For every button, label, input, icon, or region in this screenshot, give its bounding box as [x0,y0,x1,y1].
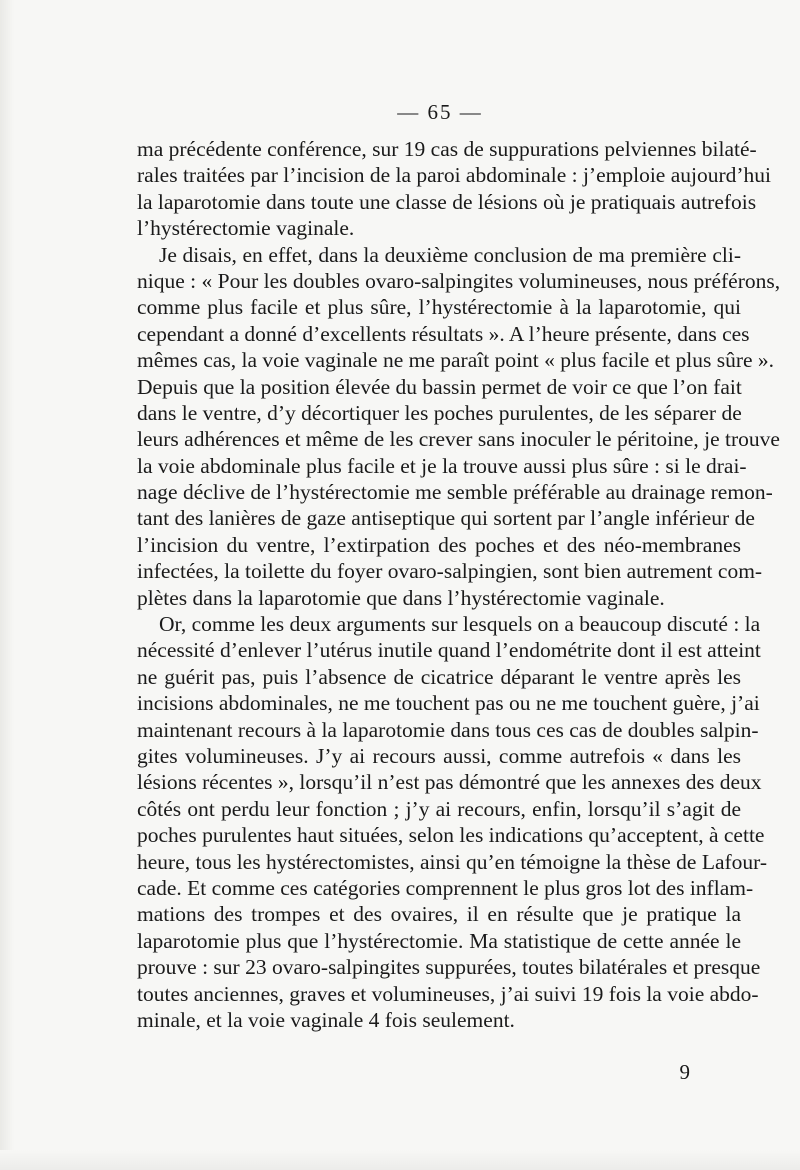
text-line: dans le ventre, d’y décortiquer les poches purulentes, de les séparer de [137,400,742,425]
text-line: mêmes cas, la voie vaginale ne me paraît point « plus facile et plus sûre ». [137,348,775,373]
page-bottom-edge [0,1150,800,1170]
text-line: gites volumineuses. J’y ai recours aussi, comme autrefois « dans les [137,743,741,768]
page-number: — 65 — [397,100,483,124]
body-text [137,136,781,1033]
text-line: mations des trompes et des ovaires, il en résulte que je pratique la [137,902,741,927]
text-line: minale, et la voie vaginale 4 fois seulement. [137,1007,515,1032]
text-line: l’incision du ventre, l’extirpation des poches et des néo-membranes [137,532,741,557]
text-line: maintenant recours à la laparotomie dans tous ces cas de doubles salpin- [137,717,759,742]
text-line: poches purulentes haut situées, selon les indications qu’acceptent, à cette [137,823,765,848]
text-line: tant des lanières de gaze antiseptique qui sortent par l’angle inférieur de [137,506,755,531]
signature-mark: 9 [679,1060,690,1084]
page-left-edge [0,0,14,1170]
text-line: l’hystérectomie vaginale. [137,216,355,241]
text-line: comme plus facile et plus sûre, l’hystérectomie à la laparotomie, qui [137,295,741,320]
text-line: ne guérit pas, puis l’absence de cicatrice déparant le ventre après les [137,664,741,689]
text-line: incisions abdominales, ne me touchent pas ou ne me touchent guère, j’ai [137,691,760,716]
text-line: Or, comme les deux arguments sur lesquels on a beaucoup discuté : la [159,612,761,637]
text-line: Je disais, en effet, dans la deuxième conclusion de ma première cli- [159,242,741,267]
text-line: nécessité d’enlever l’utérus inutile quand l’endométrite dont il est atteint [137,638,761,663]
text-line: rales traitées par l’incision de la paroi abdominale : j’emploie aujourd’hui [137,163,772,188]
text-line: ma précédente conférence, sur 19 cas de suppurations pelviennes bilaté- [137,137,757,161]
text-line: plètes dans la laparotomie que dans l’hystérectomie vaginale. [137,585,665,610]
text-line: cade. Et comme ces catégories comprennent le plus gros lot des inflam- [137,875,754,900]
text-line: laparotomie plus que l’hystérectomie. Ma statistique de cette année le [137,928,741,953]
text-line: côtés ont perdu leur fonction ; j’y ai recours, enfin, lorsqu’il s’agit de [137,796,741,821]
text-line: cependant a donné d’excellents résultats ». A l’heure présente, dans ces [137,321,750,346]
text-line: la laparotomie dans toute une classe de lésions où je pratiquais autrefois [137,189,757,214]
text-line: toutes anciennes, graves et volumineuses, j’ai suivi 19 fois la voie abdo- [137,981,759,1006]
text-line: nique : « Pour les doubles ovaro-salpingites volumineuses, nous préférons, [137,268,781,293]
text-line: heure, tous les hystérectomistes, ainsi qu’en témoigne la thèse de Lafour- [137,849,768,874]
text-line: la voie abdominale plus facile et je la trouve aussi plus sûre : si le drai- [137,453,747,478]
text-line: prouve : sur 23 ovaro-salpingites suppurées, toutes bilatérales et presque [137,955,761,980]
text-line: Depuis que la position élevée du bassin permet de voir ce que l’on fait [137,374,742,399]
text-line: lésions récentes », lorsqu’il n’est pas démontré que les annexes des deux [137,770,762,795]
text-line: nage déclive de l’hystérectomie me semble préférable au drainage remon- [137,480,773,505]
text-line: leurs adhérences et même de les crever sans inoculer le péritoine, je trouve [137,427,780,452]
text-line: infectées, la toilette du foyer ovaro-salpingien, sont bien autrement com- [137,559,763,584]
